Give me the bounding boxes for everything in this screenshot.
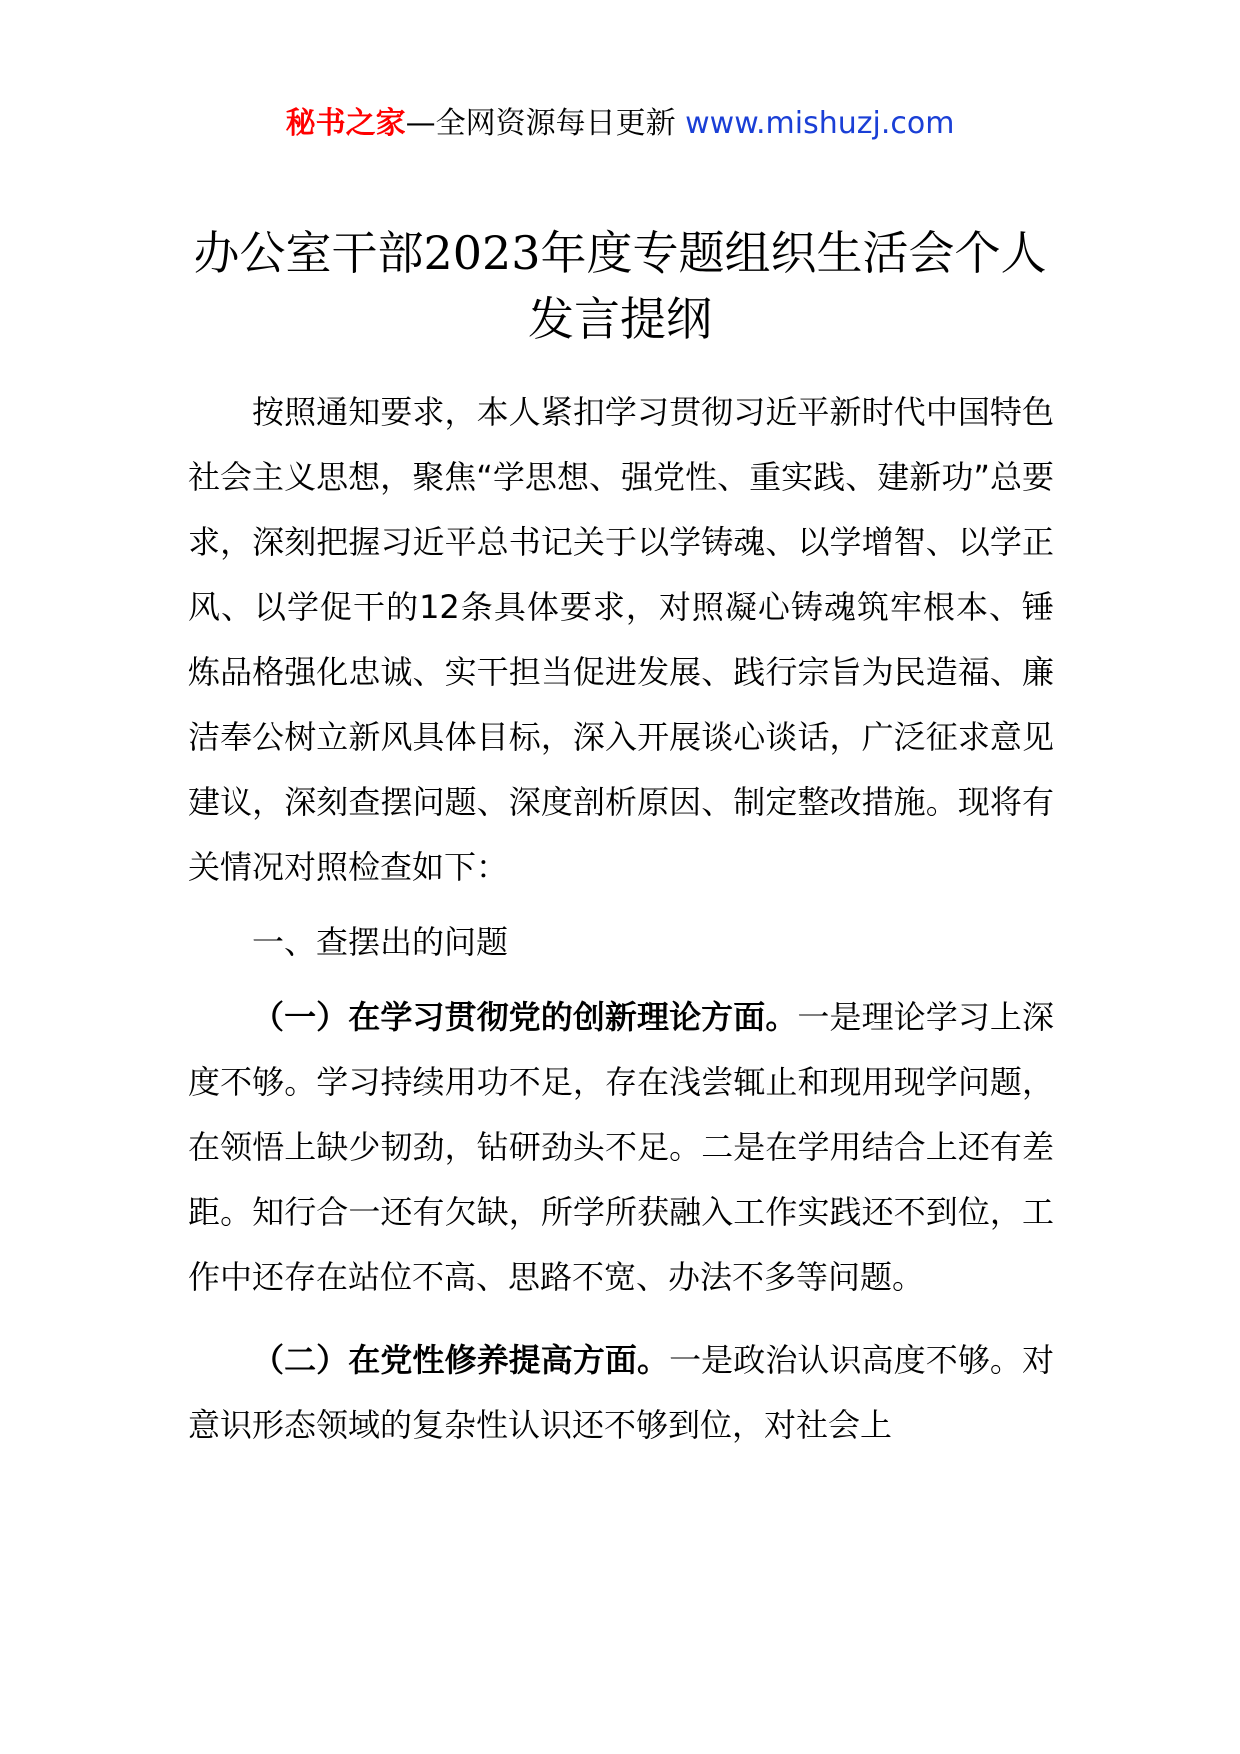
item-paragraph-2: [188, 1328, 1054, 1458]
document-body: [188, 380, 1054, 1458]
item-heading-1: （一）在学习贯彻党的创新理论方面。: [252, 998, 798, 1036]
site-link[interactable]: www.mishuzj.com: [685, 106, 955, 141]
intro-paragraph: 按照通知要求，本人紧扣学习贯彻习近平新时代中国特色社会主义思想，聚焦“学思想、强党性、重实践、建新功”总要求，深刻把握习近平总书记关于以学铸魂、以学增智、以学正风、以学促干的12条具体要求，对照凝心铸魂筑牢根本、锤炼品格强化忠诚、实干担当促进发展、践行宗旨为民造福、廉洁奉公树立新风具体目标，深入开展谈心谈话，广泛征求意见建议，深刻查摆问题、深度剖析原因、制定整改措施。现将有关情况对照检查如下：: [188, 393, 1054, 886]
document-title: 办公室干部2023年度专题组织生活会个人发言提纲: [193, 226, 1047, 346]
site-header: [0, 100, 1240, 148]
item-heading-2: （二）在党性修养提高方面。: [252, 1341, 670, 1379]
item-text-1: 一是理论学习上深度不够。学习持续用功不足，存在浅尝辄止和现用现学问题，在领悟上缺少韧劲，钻研劲头不足。二是在学用结合上还有差距。知行合一还有欠缺，所学所获融入工作实践还不到位，工作中还存在站位不高、思路不宽、办法不多等问题。: [188, 998, 1054, 1296]
section-heading-1: 一、查摆出的问题: [252, 923, 509, 961]
item-paragraph-1: [188, 985, 1054, 1310]
item-text-2: 一是政治认识高度不够。对意识形态领域的复杂性认识还不够到位，对社会上: [188, 1341, 1054, 1444]
brand-name: 秘书之家: [285, 106, 406, 141]
header-tagline: —全网资源每日更新: [405, 106, 686, 141]
